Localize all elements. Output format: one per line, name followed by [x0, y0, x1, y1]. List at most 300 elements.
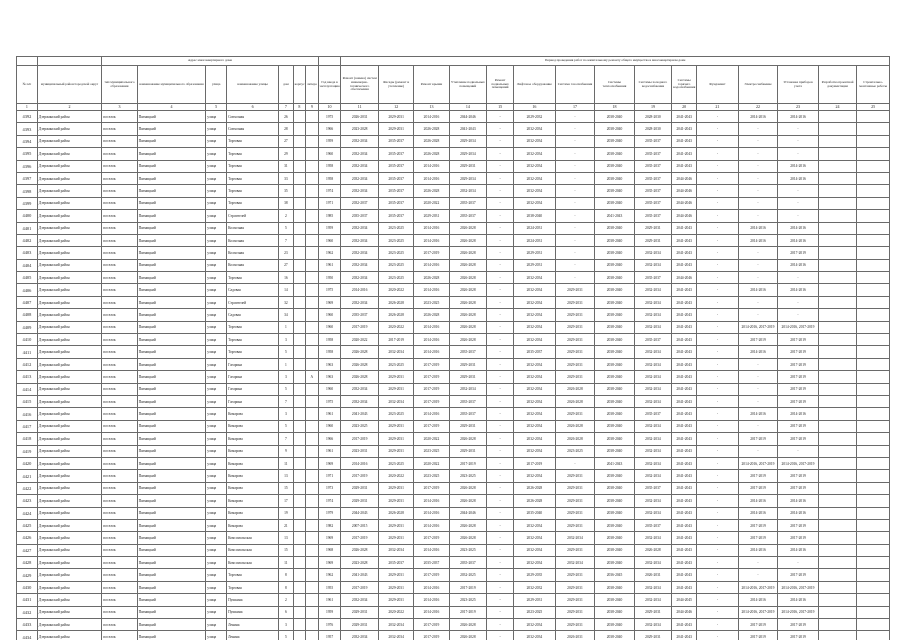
table-cell: улица [206, 296, 227, 308]
table-cell [818, 383, 856, 395]
table-cell: 2029-2031 [378, 445, 413, 457]
table-cell: 2026-2028 [449, 247, 486, 259]
table-cell: 2029-2031 [341, 495, 378, 507]
table-cell: 2029-2031 [555, 334, 595, 346]
table-cell: 2032-2034 [514, 334, 556, 346]
table-cell: Дзержинский район [37, 507, 101, 519]
table-cell: 2029-2035 [514, 569, 556, 581]
column-number: 17 [555, 104, 595, 111]
table-cell: - [487, 346, 514, 358]
table-cell: 2038-2040 [595, 358, 635, 370]
table-cell: 2026-2028 [449, 619, 486, 631]
table-cell: 2044-2046 [672, 210, 697, 222]
table-cell: 2026-2028 [514, 495, 556, 507]
table-cell: 2029-2031 [555, 519, 595, 531]
table-cell: 2035-2037 [634, 408, 671, 420]
table-cell: 7 [279, 234, 294, 246]
column-number: 18 [595, 104, 635, 111]
table-cell: - [555, 247, 595, 259]
table-cell: 2026-2028 [449, 433, 486, 445]
table-cell: - [738, 185, 778, 197]
table-cell: 2029-2031 [378, 111, 413, 123]
column-number: 21 [697, 104, 739, 111]
table-cell: Комарова [227, 482, 279, 494]
table-cell: 1974 [318, 495, 341, 507]
table-cell: улица [206, 234, 227, 246]
table-cell: 29 [279, 148, 294, 160]
table-cell: 16 [279, 272, 294, 284]
table-row [17, 148, 890, 160]
table-cell: 2026-2028 [449, 321, 486, 333]
table-cell: 2017-2019 [738, 334, 778, 346]
table-cell: 6 [279, 606, 294, 618]
table-cell [293, 457, 305, 469]
table-cell: Колхозная [227, 259, 279, 271]
table-cell: поселок [102, 594, 137, 606]
table-cell: 2032-2034 [514, 123, 556, 135]
table-cell [818, 197, 856, 209]
table-cell: 2017-2019 [778, 346, 819, 358]
table-cell: 2017-2019 [778, 569, 819, 581]
table-row [17, 482, 890, 494]
table-cell: 2026-2028 [378, 507, 413, 519]
table-cell: 2032-2034 [378, 395, 413, 407]
table-cell: Дзержинский район [37, 296, 101, 308]
table-row [17, 395, 890, 407]
table-cell: 2038-2040 [595, 111, 635, 123]
column-header: Электроснабжение [738, 66, 778, 104]
address-group-header: Адрес многоквартирного дома [102, 57, 318, 66]
table-cell [857, 519, 890, 531]
table-cell: - [487, 619, 514, 631]
table-cell: Пятницкий [137, 631, 206, 640]
table-cell: поселок [102, 408, 137, 420]
table-cell: 2029-2031 [378, 594, 413, 606]
table-cell [818, 371, 856, 383]
table-cell [857, 135, 890, 147]
table-cell: Пушкина [227, 606, 279, 618]
table-cell: Комарова [227, 433, 279, 445]
table-cell: поселок [102, 272, 137, 284]
table-cell: 4416 [17, 408, 38, 420]
table-cell: 2041-2043 [672, 296, 697, 308]
table-cell: - [697, 557, 739, 569]
table-cell: 2041-2043 [672, 482, 697, 494]
table-cell: Дзержинский район [37, 581, 101, 593]
table-row [17, 272, 890, 284]
table-cell: улица [206, 148, 227, 160]
table-cell: 2026-2028 [514, 482, 556, 494]
table-cell: 2014-2016 [778, 507, 819, 519]
table-cell: 2014-2016 [414, 581, 449, 593]
table-cell: поселок [102, 210, 137, 222]
table-cell [818, 148, 856, 160]
table-row [17, 197, 890, 209]
table-cell [306, 569, 319, 581]
table-cell [293, 309, 305, 321]
table-cell: 2041-2043 [672, 222, 697, 234]
table-cell: 4410 [17, 334, 38, 346]
table-cell: Дзержинский район [37, 495, 101, 507]
table-cell: - [697, 371, 739, 383]
table-cell: 1966 [318, 433, 341, 445]
table-cell: Дзержинский район [37, 123, 101, 135]
table-cell: 2044-2046 [672, 606, 697, 618]
table-cell [818, 172, 856, 184]
table-cell: 2041-2043 [595, 210, 635, 222]
table-cell: улица [206, 420, 227, 432]
table-cell: 2017-2019 [778, 470, 819, 482]
table-cell: 2032-2034 [514, 296, 556, 308]
table-cell: Пятницкий [137, 197, 206, 209]
table-cell: 2035-2037 [634, 135, 671, 147]
table-cell: 2032-2034 [514, 321, 556, 333]
table-cell: поселок [102, 544, 137, 556]
table-cell: 2041-2043 [672, 321, 697, 333]
table-cell: 2041-2043 [672, 495, 697, 507]
table-cell [818, 445, 856, 457]
table-cell: Садовая [227, 309, 279, 321]
table-cell: Пятницкий [137, 395, 206, 407]
table-cell [293, 532, 305, 544]
table-cell: 2032-2034 [378, 631, 413, 640]
table-cell: - [778, 557, 819, 569]
table-cell: 2017-2019 [414, 631, 449, 640]
table-row [17, 309, 890, 321]
table-cell: 2032-2034 [341, 296, 378, 308]
table-cell [293, 594, 305, 606]
column-number: 19 [634, 104, 671, 111]
table-cell: поселок [102, 507, 137, 519]
column-header: Лифтовое оборудование [514, 66, 556, 104]
table-cell [857, 247, 890, 259]
table-cell: улица [206, 111, 227, 123]
table-cell: 2017-2019 [778, 371, 819, 383]
table-cell: - [487, 532, 514, 544]
table-cell: Пятницкий [137, 259, 206, 271]
table-cell [293, 420, 305, 432]
table-cell: - [738, 445, 778, 457]
table-cell: 1969 [318, 296, 341, 308]
table-cell [857, 358, 890, 370]
table-cell: 2014-2016 [778, 284, 819, 296]
table-cell: 5 [279, 631, 294, 640]
table-cell: 2014-2016, 2017-2019 [738, 581, 778, 593]
table-cell [857, 433, 890, 445]
table-cell: 2032-2034 [634, 433, 671, 445]
table-cell: 2036-2045 [595, 569, 635, 581]
table-cell: 1960 [318, 148, 341, 160]
table-cell [293, 495, 305, 507]
column-number: 4 [137, 104, 206, 111]
table-cell: 2032-2037 [341, 197, 378, 209]
table-cell: 4414 [17, 383, 38, 395]
table-cell: 2032-2034 [634, 420, 671, 432]
table-cell: 2026-2028 [414, 135, 449, 147]
table-cell: 2032-2034 [514, 433, 556, 445]
table-cell: 2026-2028 [414, 123, 449, 135]
table-cell: - [738, 172, 778, 184]
table-cell: 2035-2037 [449, 346, 486, 358]
table-cell: Пятницкий [137, 371, 206, 383]
table-cell: 2032-2034 [514, 272, 556, 284]
table-cell: улица [206, 557, 227, 569]
table-row [17, 495, 890, 507]
table-cell: Дзержинский район [37, 284, 101, 296]
table-row [17, 259, 890, 271]
table-cell: - [697, 358, 739, 370]
table-cell: Торговая [227, 185, 279, 197]
table-cell: 2017-2019 [738, 433, 778, 445]
table-cell: Дзержинский район [37, 172, 101, 184]
column-header: Ремонт (замена) систем инженерно-технического обеспечения [341, 66, 378, 104]
table-cell: 11 [279, 457, 294, 469]
table-cell: поселок [102, 457, 137, 469]
table-cell [818, 507, 856, 519]
table-cell: улица [206, 371, 227, 383]
table-cell: - [487, 234, 514, 246]
table-cell: улица [206, 619, 227, 631]
table-cell: 4433 [17, 619, 38, 631]
table-cell: 2035-2037 [634, 210, 671, 222]
table-cell: поселок [102, 581, 137, 593]
table-cell: Комарова [227, 470, 279, 482]
column-header: Системы холодного водоснабжения [634, 66, 671, 104]
table-cell: Торговая [227, 272, 279, 284]
table-cell: Дзержинский район [37, 135, 101, 147]
table-cell: 2026-2028 [414, 272, 449, 284]
table-cell [306, 272, 319, 284]
table-cell: 4407 [17, 296, 38, 308]
table-cell [293, 123, 305, 135]
table-cell: 2038-2040 [595, 334, 635, 346]
table-cell: 2020-2022 [378, 321, 413, 333]
table-cell: 4419 [17, 445, 38, 457]
table-cell: 2014-2016 [778, 222, 819, 234]
table-cell: Пятницкий [137, 358, 206, 370]
table-cell: Торговая [227, 160, 279, 172]
table-cell [306, 358, 319, 370]
table-cell: - [697, 594, 739, 606]
table-cell [306, 210, 319, 222]
table-cell: Пятницкий [137, 445, 206, 457]
table-cell: Дзержинский район [37, 569, 101, 581]
table-cell: 2023-2028 [341, 123, 378, 135]
table-cell [293, 148, 305, 160]
column-header: муниципальный район/городской округ [37, 66, 101, 104]
table-cell: 2017-2019 [414, 420, 449, 432]
table-cell [293, 445, 305, 457]
table-cell: Пятницкий [137, 544, 206, 556]
table-cell: - [555, 457, 595, 469]
column-number: 9 [306, 104, 319, 111]
table-cell: - [487, 123, 514, 135]
table-cell: 2014-2016 [414, 160, 449, 172]
table-cell: 4402 [17, 234, 38, 246]
table-cell: поселок [102, 619, 137, 631]
table-cell [306, 296, 319, 308]
column-number: 14 [449, 104, 486, 111]
table-cell: - [697, 296, 739, 308]
table-cell: 2041-2043 [672, 470, 697, 482]
table-cell: 2038-2040 [595, 482, 635, 494]
table-cell: - [738, 247, 778, 259]
table-cell: 2029-2031 [555, 371, 595, 383]
table-cell: Пятницкий [137, 507, 206, 519]
table-cell [818, 334, 856, 346]
table-cell [306, 247, 319, 259]
table-cell: поселок [102, 135, 137, 147]
table-cell: 1971 [318, 470, 341, 482]
table-cell: 2032-2034 [555, 557, 595, 569]
table-cell: - [487, 457, 514, 469]
table-cell: - [778, 272, 819, 284]
table-cell [818, 309, 856, 321]
table-cell: 2041-2043 [672, 123, 697, 135]
table-row [17, 420, 890, 432]
table-cell: 13 [279, 470, 294, 482]
table-cell: 2023-2025 [514, 606, 556, 618]
table-cell: 2026-2028 [341, 346, 378, 358]
table-cell: 27 [279, 135, 294, 147]
table-cell: 1950 [318, 272, 341, 284]
table-cell: 2023-2025 [378, 259, 413, 271]
table-row [17, 594, 890, 606]
table-cell: 2041-2043 [672, 111, 697, 123]
table-cell [857, 606, 890, 618]
table-cell: 2029-2031 [555, 321, 595, 333]
table-cell: - [697, 581, 739, 593]
table-cell: 4401 [17, 222, 38, 234]
table-cell [293, 519, 305, 531]
table-cell: Дзержинский район [37, 185, 101, 197]
table-cell: 2032-2034 [514, 395, 556, 407]
table-cell: 2029-2031 [378, 383, 413, 395]
table-cell [818, 296, 856, 308]
table-cell: 2014-2016 [738, 507, 778, 519]
table-row [17, 210, 890, 222]
table-cell: 2041-2043 [672, 247, 697, 259]
table-cell [306, 383, 319, 395]
table-cell: 2023-2031 [341, 445, 378, 457]
table-cell: 2023-2028 [341, 557, 378, 569]
table-cell: улица [206, 210, 227, 222]
table-cell: 17 [279, 495, 294, 507]
table-cell: - [487, 433, 514, 445]
table-cell: Пятницкий [137, 619, 206, 631]
table-cell: 33 [279, 172, 294, 184]
table-cell: 1975 [318, 395, 341, 407]
table-row [17, 631, 890, 640]
table-cell: 2038-2040 [595, 247, 635, 259]
table-cell: 2014-2016, 2017-2019 [738, 321, 778, 333]
table-cell: 2014-2016 [738, 544, 778, 556]
table-cell [857, 197, 890, 209]
table-cell: 2032-2034 [514, 445, 556, 457]
table-row [17, 519, 890, 531]
table-cell: 2029-2034 [449, 135, 486, 147]
table-cell: 2017-2019 [778, 358, 819, 370]
table-cell: - [697, 569, 739, 581]
table-cell: 2017-2019 [514, 457, 556, 469]
table-cell [818, 631, 856, 640]
table-cell [857, 259, 890, 271]
table-cell: 2020-2022 [414, 197, 449, 209]
table-cell: 2014-2016 [738, 346, 778, 358]
table-cell: 2026-2028 [341, 544, 378, 556]
table-cell: 1959 [318, 606, 341, 618]
table-cell: Ленина [227, 619, 279, 631]
table-cell: 2017-2019 [778, 433, 819, 445]
table-cell: 35 [279, 185, 294, 197]
table-cell [306, 594, 319, 606]
table-cell: 2026-2031 [555, 631, 595, 640]
column-header: Система газоснабжения [555, 66, 595, 104]
table-cell: 2032-2034 [514, 197, 556, 209]
table-cell: - [487, 284, 514, 296]
table-cell: Пятницкий [137, 532, 206, 544]
table-cell [857, 160, 890, 172]
table-cell [818, 482, 856, 494]
table-cell: 1962 [318, 569, 341, 581]
table-cell: 2026-2028 [449, 519, 486, 531]
table-cell: - [487, 247, 514, 259]
table-cell: 4432 [17, 606, 38, 618]
table-cell: 2026-2028 [449, 631, 486, 640]
table-cell: - [487, 259, 514, 271]
table-cell: 4405 [17, 272, 38, 284]
table-cell: Комарова [227, 408, 279, 420]
table-cell: 2029-2031 [378, 532, 413, 544]
table-cell: - [487, 408, 514, 420]
table-row [17, 532, 890, 544]
table-cell: 2032-2034 [378, 619, 413, 631]
table-cell: 2035-2037 [634, 334, 671, 346]
table-cell: 2029-2031 [555, 482, 595, 494]
table-cell: - [738, 371, 778, 383]
column-number: 8 [293, 104, 305, 111]
table-cell: Дзержинский район [37, 383, 101, 395]
table-cell: поселок [102, 383, 137, 395]
table-cell: - [555, 234, 595, 246]
table-cell: Дзержинский район [37, 259, 101, 271]
table-cell: 2014-2016 [778, 594, 819, 606]
table-cell [293, 284, 305, 296]
table-cell: Пятницкий [137, 309, 206, 321]
table-cell: Пятницкий [137, 581, 206, 593]
table-cell [818, 284, 856, 296]
table-cell: Пятницкий [137, 519, 206, 531]
table-cell: 2041-2043 [672, 420, 697, 432]
table-cell: 2017-2019 [778, 420, 819, 432]
table-cell: 2038-2040 [595, 135, 635, 147]
table-cell: улица [206, 482, 227, 494]
table-cell: 2029-2031 [555, 544, 595, 556]
table-cell: поселок [102, 321, 137, 333]
table-cell [306, 482, 319, 494]
table-cell: Пятницкий [137, 470, 206, 482]
table-cell: 2014-2016 [738, 111, 778, 123]
table-row [17, 234, 890, 246]
table-cell: 2020-2022 [414, 457, 449, 469]
table-cell: Пятницкий [137, 569, 206, 581]
table-cell: Пятницкий [137, 185, 206, 197]
table-cell [306, 495, 319, 507]
table-cell: - [697, 247, 739, 259]
table-cell: 2017-2019 [341, 470, 378, 482]
table-cell: 2032-2034 [514, 544, 556, 556]
table-cell: 2026-2028 [449, 296, 486, 308]
